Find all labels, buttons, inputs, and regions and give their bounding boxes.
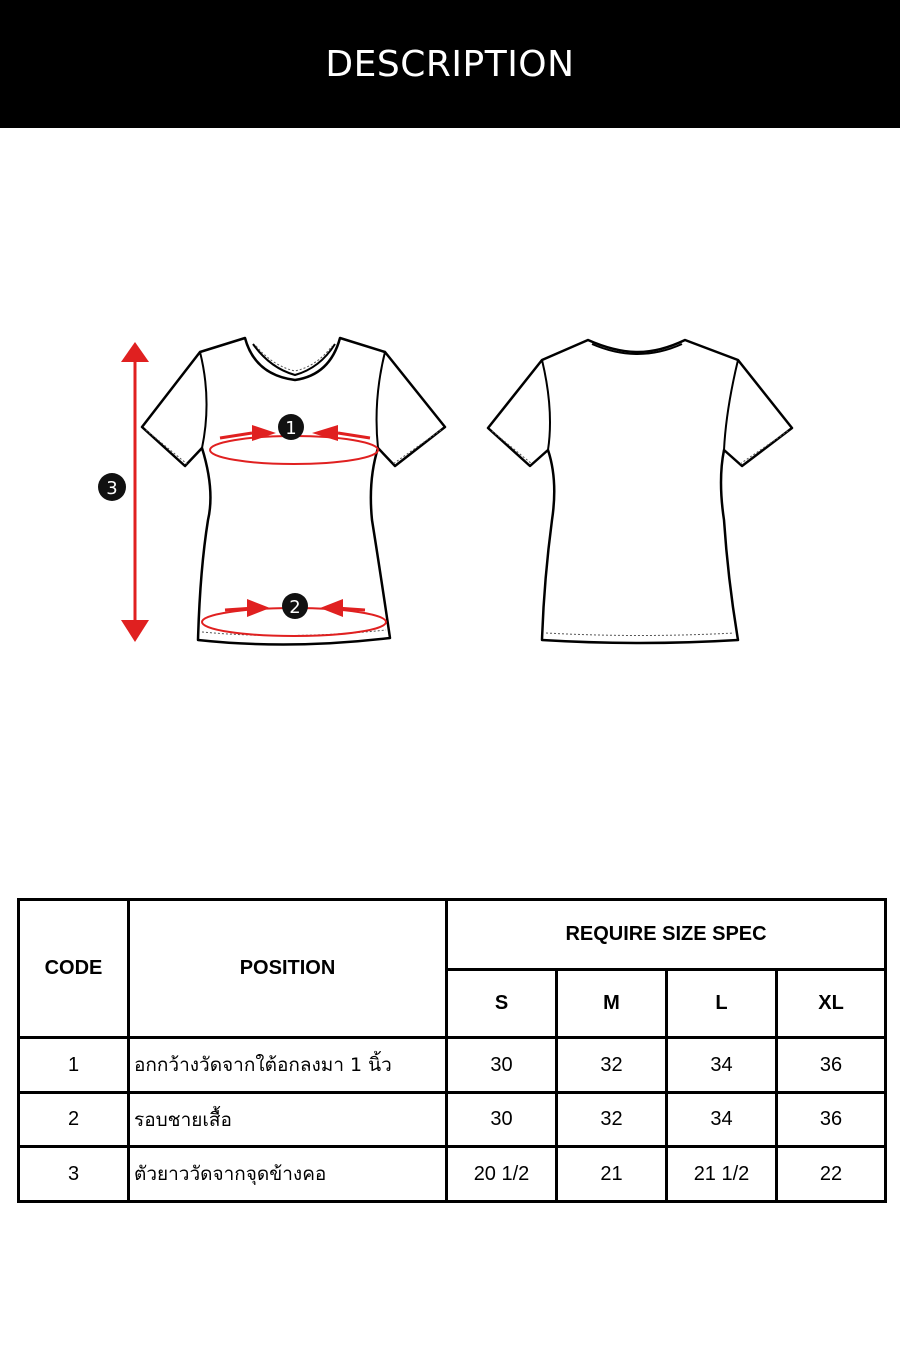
cell-value: 36: [777, 1092, 886, 1147]
table-row: [19, 1038, 886, 1093]
page-header: [0, 0, 900, 128]
table-row: [19, 1092, 886, 1147]
cell-code: 2: [19, 1092, 129, 1147]
cell-code: 1: [19, 1038, 129, 1093]
page-title: DESCRIPTION: [325, 43, 575, 85]
shirt-back-illustration: [480, 320, 800, 660]
cell-value: 21 1/2: [667, 1147, 777, 1202]
marker-1-label: 1: [285, 418, 297, 439]
shirt-back-outline: [488, 340, 792, 643]
cell-value: 36: [777, 1038, 886, 1093]
header-size-s: S: [447, 969, 557, 1038]
header-size-l: L: [667, 969, 777, 1038]
header-code: CODE: [19, 900, 129, 1038]
marker-2-label: 2: [289, 597, 301, 618]
size-spec-table-wrap: [17, 898, 884, 1203]
cell-value: 32: [557, 1038, 667, 1093]
cell-position: อกกว้างวัดจากใต้อกลงมา 1 นิ้ว: [129, 1038, 447, 1093]
cell-position: รอบชายเสื้อ: [129, 1092, 447, 1147]
cell-value: 21: [557, 1147, 667, 1202]
shirt-front-illustration: [90, 320, 460, 660]
size-spec-table: [17, 898, 887, 1203]
size-diagram: [0, 320, 900, 660]
cell-value: 20 1/2: [447, 1147, 557, 1202]
header-position: POSITION: [129, 900, 447, 1038]
marker-3-label: 3: [106, 478, 118, 499]
cell-value: 34: [667, 1092, 777, 1147]
cell-value: 34: [667, 1038, 777, 1093]
cell-value: 30: [447, 1092, 557, 1147]
header-size-spec: REQUIRE SIZE SPEC: [447, 900, 886, 970]
cell-position: ตัวยาววัดจากจุดข้างคอ: [129, 1147, 447, 1202]
header-size-m: M: [557, 969, 667, 1038]
cell-value: 30: [447, 1038, 557, 1093]
cell-code: 3: [19, 1147, 129, 1202]
table-row: [19, 1147, 886, 1202]
header-size-xl: XL: [777, 969, 886, 1038]
cell-value: 32: [557, 1092, 667, 1147]
cell-value: 22: [777, 1147, 886, 1202]
